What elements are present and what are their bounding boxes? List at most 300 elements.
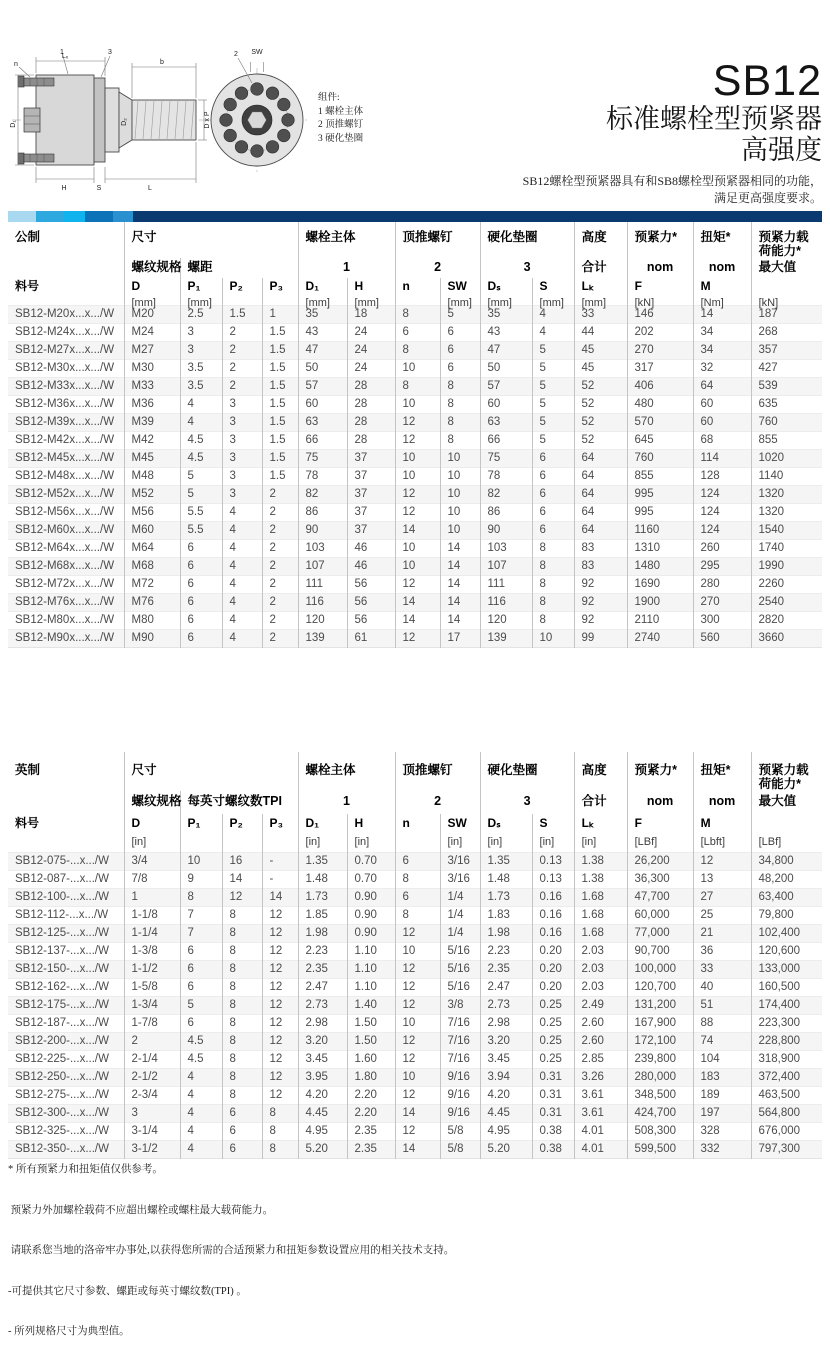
value-cell: 4.20 [298,1087,347,1105]
value-cell: 3.20 [480,1033,532,1051]
value-cell: 34 [693,324,751,342]
value-cell: 2.03 [574,961,627,979]
value-cell: 1540 [751,522,822,540]
value-cell: 797,300 [751,1141,822,1159]
value-cell: 0.20 [532,961,574,979]
value-cell: 1-7/8 [124,1015,180,1033]
column-unit: [in] [124,834,180,852]
value-cell: 124 [693,486,751,504]
description-line: 满足更高强度要求。 [713,191,822,205]
value-cell: 120,600 [751,943,822,961]
value-cell: 2.5 [180,306,222,324]
value-cell: 4.01 [574,1141,627,1159]
value-cell: 6 [180,612,222,630]
value-cell: 2820 [751,612,822,630]
value-cell: 5 [440,306,480,324]
value-cell: 5 [532,396,574,414]
value-cell: 167,900 [627,1015,693,1033]
value-cell: M76 [124,594,180,612]
value-cell: 10 [395,540,440,558]
value-cell: 8 [222,1069,262,1087]
callout-3: 3 [108,49,112,56]
value-cell: 2.73 [480,997,532,1015]
value-cell: 34,800 [751,853,822,871]
value-cell: 2-3/4 [124,1087,180,1105]
part-number-cell: SB12-200-...x.../W [15,1035,109,1047]
value-cell: 1.68 [574,925,627,943]
value-cell: 14 [440,558,480,576]
value-cell: 8 [222,1015,262,1033]
value-cell: 4 [180,1141,222,1159]
dim-label-b: b [160,59,164,66]
footnote-line: 请联系您当地的洛帝牢办事处,以获得您所需的合适预紧力和扭矩参数设置应用的相关技术支持。 [8,1245,455,1256]
value-cell: 139 [480,630,532,648]
value-cell: 12 [262,1015,298,1033]
value-cell: M60 [124,522,180,540]
value-cell: 14 [222,871,262,889]
value-cell: M30 [124,360,180,378]
value-cell: 8 [395,378,440,396]
value-cell: 2.98 [480,1015,532,1033]
value-cell: 28 [347,378,395,396]
value-cell: 46 [347,540,395,558]
value-cell: 1.73 [480,889,532,907]
value-cell: 3.61 [574,1087,627,1105]
value-cell: 14 [440,594,480,612]
value-cell: M33 [124,378,180,396]
value-cell: 75 [298,450,347,468]
value-cell: 37 [347,450,395,468]
column-symbol: S [532,814,574,834]
value-cell: 570 [627,414,693,432]
part-number-cell: SB12-M27x...x.../W [15,344,115,356]
header-cell: 3 [480,791,574,814]
value-cell: 3.95 [298,1069,347,1087]
value-cell: 0.38 [532,1123,574,1141]
value-cell: 10 [395,1015,440,1033]
value-cell: 4 [180,1069,222,1087]
value-cell: 1480 [627,558,693,576]
value-cell: 10 [440,468,480,486]
table-row [8,576,822,594]
value-cell: 116 [480,594,532,612]
value-cell: M56 [124,504,180,522]
value-cell: 116 [298,594,347,612]
value-cell: 1.35 [298,853,347,871]
value-cell: 3.26 [574,1069,627,1087]
value-cell: 8 [222,979,262,997]
value-cell: 1.50 [347,1015,395,1033]
value-cell: 33 [574,306,627,324]
value-cell: 5/16 [440,943,480,961]
value-cell: 3 [124,1105,180,1123]
value-cell: 10 [395,468,440,486]
value-cell: 1.68 [574,907,627,925]
accent-bar-segment [36,211,63,222]
part-number-cell: SB12-150-...x.../W [15,963,109,975]
value-cell: 12 [693,853,751,871]
column-unit [262,834,298,852]
value-cell: M72 [124,576,180,594]
value-cell: 26,200 [627,853,693,871]
value-cell: 8 [532,612,574,630]
value-cell: 8 [532,576,574,594]
value-cell: 0.90 [347,925,395,943]
value-cell: 99 [574,630,627,648]
header-cell: 最大值 [751,258,822,278]
value-cell: 124 [693,522,751,540]
value-cell: 37 [347,522,395,540]
value-cell: 560 [693,630,751,648]
value-cell: 6 [180,558,222,576]
value-cell: 1.38 [574,871,627,889]
value-cell: M24 [124,324,180,342]
value-cell: 14 [395,612,440,630]
value-cell: 3 [222,450,262,468]
value-cell: 68 [693,432,751,450]
value-cell: 4 [180,1087,222,1105]
column-unit: [in] [480,834,532,852]
value-cell: 645 [627,432,693,450]
value-cell: 21 [693,925,751,943]
value-cell: 6 [440,360,480,378]
header-cell: 高度 [574,222,627,258]
part-number-cell: SB12-112-...x.../W [15,909,109,921]
table-row [8,522,822,540]
value-cell: 103 [298,540,347,558]
table-row [8,468,822,486]
product-name: SB12 [712,57,822,105]
description-line: SB12螺栓型预紧器具有和SB8螺栓型预紧器相同的功能， [522,174,822,188]
part-number-cell: SB12-187-...x.../W [15,1017,109,1029]
value-cell: 187 [751,306,822,324]
value-cell: 12 [222,889,262,907]
value-cell: 1-3/4 [124,997,180,1015]
column-symbol: 料号 [15,816,40,830]
value-cell: 564,800 [751,1105,822,1123]
value-cell: 47,700 [627,889,693,907]
value-cell: 2260 [751,576,822,594]
footnote-line: - 所列规格尺寸为典型值。 [8,1326,130,1337]
value-cell: 3 [222,468,262,486]
value-cell: 64 [574,450,627,468]
dim-label-d1: D₁ [10,120,17,128]
header-cell: 顶推螺钉 [395,222,480,258]
table-row [8,1033,822,1051]
value-cell: 599,500 [627,1141,693,1159]
value-cell: 92 [574,576,627,594]
value-cell: 9 [180,871,222,889]
value-cell: 86 [298,504,347,522]
value-cell: 0.20 [532,943,574,961]
value-cell: 0.25 [532,1033,574,1051]
column-symbol: S [532,278,574,296]
header-cell [8,258,124,278]
value-cell: 1.80 [347,1069,395,1087]
value-cell: 2.23 [480,943,532,961]
part-number-cell: SB12-M24x...x.../W [15,326,115,338]
dim-label-s: S [96,185,102,192]
value-cell: 6 [395,853,440,871]
value-cell: 6 [395,324,440,342]
value-cell: 10 [440,486,480,504]
column-unit: [mm] [124,296,180,312]
part-number-cell: SB12-M60x...x.../W [15,524,115,536]
column-symbol: n [395,814,440,834]
value-cell: 56 [347,576,395,594]
imperial-table [8,752,822,1159]
column-unit: [Lbft] [693,834,751,852]
value-cell: 995 [627,504,693,522]
value-cell: 1.83 [480,907,532,925]
value-cell: 12 [262,925,298,943]
part-number-cell: SB12-075-...x.../W [15,855,109,867]
part-number-cell: SB12-M30x...x.../W [15,362,115,374]
value-cell: 0.31 [532,1069,574,1087]
column-symbol: Lₖ [574,814,627,834]
column-symbol: H [347,814,395,834]
value-cell: 5/16 [440,979,480,997]
value-cell: 3/16 [440,871,480,889]
value-cell: 6 [222,1123,262,1141]
value-cell: 45 [574,360,627,378]
value-cell: 2 [262,504,298,522]
value-cell: 52 [574,414,627,432]
value-cell: 139 [298,630,347,648]
value-cell: 183 [693,1069,751,1087]
value-cell: 2 [222,342,262,360]
value-cell: 6 [180,630,222,648]
part-number-cell: SB12-M90x...x.../W [15,632,115,644]
footnote-line: * 所有预紧力和扭矩值仅供参考。 [8,1164,163,1175]
value-cell: 12 [395,1123,440,1141]
table-row [8,306,822,324]
part-number-cell: SB12-225-...x.../W [15,1053,109,1065]
value-cell: 66 [480,432,532,450]
value-cell: 635 [751,396,822,414]
value-cell: 12 [262,943,298,961]
value-cell: 14 [262,889,298,907]
value-cell: 128 [693,468,751,486]
value-cell: 995 [627,486,693,504]
part-number-cell: SB12-275-...x.../W [15,1089,109,1101]
value-cell: 12 [395,504,440,522]
value-cell: 1320 [751,486,822,504]
value-cell: 1.35 [480,853,532,871]
value-cell: 2 [262,630,298,648]
value-cell: 0.16 [532,925,574,943]
value-cell: 4.20 [480,1087,532,1105]
value-cell: 1740 [751,540,822,558]
legend-item: 3 硬化垫圈 [318,133,364,144]
value-cell: 0.25 [532,1015,574,1033]
column-unit: [Nm] [693,296,751,312]
value-cell: 12 [262,1069,298,1087]
value-cell: 0.16 [532,907,574,925]
value-cell: 61 [347,630,395,648]
value-cell: 0.13 [532,871,574,889]
value-cell: 1.98 [480,925,532,943]
value-cell: 539 [751,378,822,396]
header-cell: 最大值 [751,791,822,814]
value-cell: 1.5 [262,360,298,378]
value-cell: 33 [693,961,751,979]
value-cell: 12 [262,961,298,979]
value-cell: 12 [262,979,298,997]
value-cell: 3.94 [480,1069,532,1087]
header-cell: nom [627,258,693,278]
header-cell: 合计 [574,258,627,278]
value-cell: 133,000 [751,961,822,979]
value-cell: 0.16 [532,889,574,907]
value-cell: 43 [298,324,347,342]
title-block [382,58,822,207]
value-cell: 4 [222,594,262,612]
value-cell: 2.35 [298,961,347,979]
value-cell: 17 [440,630,480,648]
column-unit: [mm] [298,296,347,312]
value-cell: 63 [298,414,347,432]
value-cell: 5 [532,342,574,360]
value-cell: 2.98 [298,1015,347,1033]
column-unit: [LBf] [751,834,822,852]
value-cell: 2-1/4 [124,1051,180,1069]
column-unit: [in] [532,834,574,852]
footnote-line: 预紧力外加螺栓载荷不应超出螺栓或螺柱最大载荷能力。 [8,1204,274,1216]
value-cell: M20 [124,306,180,324]
value-cell: 4 [180,396,222,414]
value-cell: 223,300 [751,1015,822,1033]
column-symbol: n [395,278,440,296]
value-cell: 4.95 [480,1123,532,1141]
value-cell: 2.20 [347,1087,395,1105]
column-symbol: M [693,278,751,296]
value-cell: 1-1/4 [124,925,180,943]
value-cell: 3-1/4 [124,1123,180,1141]
value-cell: 300 [693,612,751,630]
value-cell: 427 [751,360,822,378]
metric-table [8,211,822,648]
value-cell: 66 [298,432,347,450]
value-cell: 10 [440,450,480,468]
column-symbol: P₂ [222,814,262,834]
value-cell: 90 [298,522,347,540]
value-cell: 348,500 [627,1087,693,1105]
part-number-cell: SB12-100-...x.../W [15,891,109,903]
value-cell: 77,000 [627,925,693,943]
header-cell: 顶推螺钉 [395,752,480,791]
value-cell: 2.35 [347,1123,395,1141]
value-cell: 82 [298,486,347,504]
value-cell: 1.5 [262,342,298,360]
table-row [8,432,822,450]
table-header [8,222,822,312]
value-cell: 1.5 [262,414,298,432]
table-row [8,1015,822,1033]
value-cell: 2740 [627,630,693,648]
value-cell: 45 [574,342,627,360]
value-cell: 0.38 [532,1141,574,1159]
part-number-cell: SB12-M72x...x.../W [15,578,115,590]
table-row [8,594,822,612]
value-cell: 120 [480,612,532,630]
value-cell: 12 [395,997,440,1015]
value-cell: 8 [532,594,574,612]
table-row [8,853,822,871]
header-cell: 1 [298,791,395,814]
value-cell: 57 [298,378,347,396]
column-symbol: M [693,814,751,834]
header-cell: 1 [298,258,395,278]
dim-label-dxp: D x P [204,111,211,129]
value-cell: 83 [574,558,627,576]
value-cell: 0.90 [347,907,395,925]
part-number-cell: SB12-175-...x.../W [15,999,109,1011]
value-cell: 82 [480,486,532,504]
value-cell: 4 [222,504,262,522]
value-cell: 6 [180,594,222,612]
value-cell: 8 [180,889,222,907]
value-cell: 3-1/2 [124,1141,180,1159]
header-cell: 硬化垫圈 [480,222,574,258]
value-cell: - [262,871,298,889]
value-cell: 1.85 [298,907,347,925]
value-cell: 37 [347,468,395,486]
dim-label-d2: D₂ [121,118,128,126]
value-cell: 480 [627,396,693,414]
table-row [8,889,822,907]
value-cell: 14 [440,540,480,558]
dim-label-lx: Lₓ [61,53,69,60]
header-cell: 尺寸 [124,752,298,791]
value-cell: 2.23 [298,943,347,961]
value-cell: 28 [347,396,395,414]
value-cell: 24 [347,342,395,360]
value-cell: 5.5 [180,504,222,522]
value-cell: 120,700 [627,979,693,997]
legend-item: 2 顶推螺钉 [318,120,364,130]
value-cell: 64 [574,468,627,486]
column-symbol: D₁ [298,278,347,296]
value-cell: 2 [222,378,262,396]
value-cell: 1990 [751,558,822,576]
header-cell: 2 [395,258,480,278]
value-cell: 3 [222,486,262,504]
value-cell: 2 [262,558,298,576]
header-cell: nom [627,791,693,814]
value-cell: 8 [222,907,262,925]
value-cell: 2540 [751,594,822,612]
value-cell: 1310 [627,540,693,558]
value-cell: 2.20 [347,1105,395,1123]
value-cell: 8 [222,961,262,979]
value-cell: 189 [693,1087,751,1105]
table-row [8,324,822,342]
value-cell: M90 [124,630,180,648]
value-cell: 10 [532,630,574,648]
value-cell: 3.20 [298,1033,347,1051]
value-cell: 13 [693,871,751,889]
value-cell: 8 [395,306,440,324]
column-symbol [751,814,822,834]
header-cell: nom [693,258,751,278]
value-cell: 52 [574,432,627,450]
accent-bar-segment [85,211,113,222]
value-cell: 0.70 [347,853,395,871]
part-number-cell: SB12-137-...x.../W [15,945,109,957]
value-cell: 2.60 [574,1033,627,1051]
product-subtitle: 标准螺栓型预紧器 [606,104,822,134]
